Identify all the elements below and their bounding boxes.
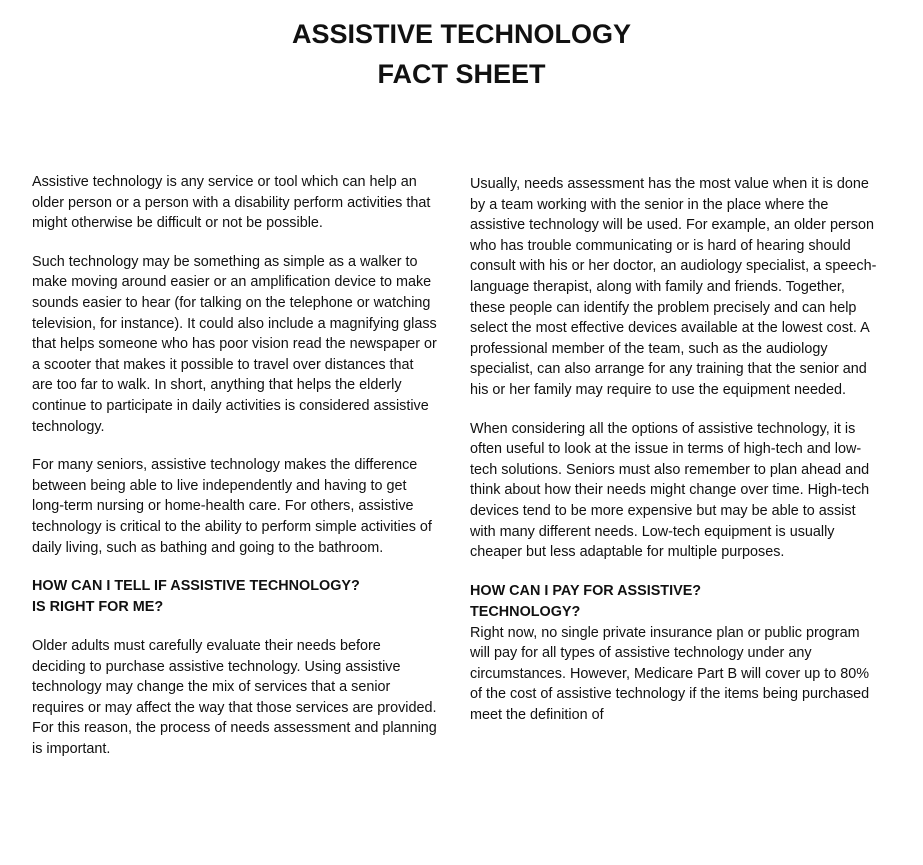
right-column <box>470 174 880 726</box>
title-line-2: FACT SHEET <box>377 59 546 89</box>
paragraph-evaluate-needs: Older adults must carefully evaluate their needs before deciding to purchase assistive technology. Using assistive technology may change the mix of services that a senior requires or may affect the way that those services are provided. For this reason, the process of needs assessment and planning is important. <box>32 638 437 758</box>
title-line-1: ASSISTIVE TECHNOLOGY <box>291 19 632 49</box>
paragraph-examples: Such technology may be something as simple as a walker to make moving around easier or an amplification device to make sounds easier to hear (for talking on the telephone or watching television, for instance). It could also include a magnifying glass that helps someone who has poor vision read the newspaper or a scooter that makes it possible to travel over distances that are too far to walk. In short, anything that helps the elderly continue to participate in daily activities is considered assistive technology. <box>32 253 437 435</box>
heading-how-to-pay-line-2: TECHNOLOGY? <box>470 603 581 620</box>
left-column <box>32 172 437 760</box>
heading-is-it-right-line-1: HOW CAN I TELL IF ASSISTIVE TECHNOLOGY? <box>32 578 360 595</box>
heading-is-it-right-line-2: IS RIGHT FOR ME? <box>32 599 164 616</box>
paragraph-independence: For many seniors, assistive technology makes the difference between being able to live independently and having to get long-term nursing or home-health care. For others, assistive technology is critical to the ability to perform simple activities of daily living, such as bathing and going to the bathroom. <box>32 457 432 556</box>
paragraph-needs-assessment: Usually, needs assessment has the most value when it is done by a team working with the senior in the place where the assistive technology will be used. For example, an older person who has trouble communicating or is hard of hearing should consult with his or her doctor, an audiology specialist, a speech-language therapist, along with family and friends. Together, these people can identify the problem precisely and can help select the most effective devices available at the lowest cost. A professional member of the team, such as the audiology specialist, can also arrange for any training that the senior and his or her family may require to use the equipment needed. <box>470 176 877 398</box>
paragraph-high-low-tech: When considering all the options of assistive technology, it is often useful to look at the issue in terms of high-tech and low-tech solutions. Seniors must also remember to plan ahead and think about how their needs might change over time. High-tech devices tend to be more expensive but may be able to assist with many different needs. Low-tech equipment is usually cheaper but less adaptable for multiple purposes. <box>470 420 870 561</box>
document-title <box>0 14 923 94</box>
heading-how-to-pay <box>470 581 880 623</box>
heading-how-to-pay-line-1: HOW CAN I PAY FOR ASSISTIVE? <box>470 582 702 599</box>
paragraph-definition: Assistive technology is any service or tool which can help an older person or a person with a disability perform activities that might otherwise be difficult or not be possible. <box>32 174 431 232</box>
heading-is-it-right <box>32 576 437 618</box>
paragraph-medicare: Right now, no single private insurance plan or public program will pay for all types of assistive technology under any circumstances. However, Medicare Part B will cover up to 80% of the cost of assistive technology if the items being purchased meet the definition of <box>470 624 870 724</box>
